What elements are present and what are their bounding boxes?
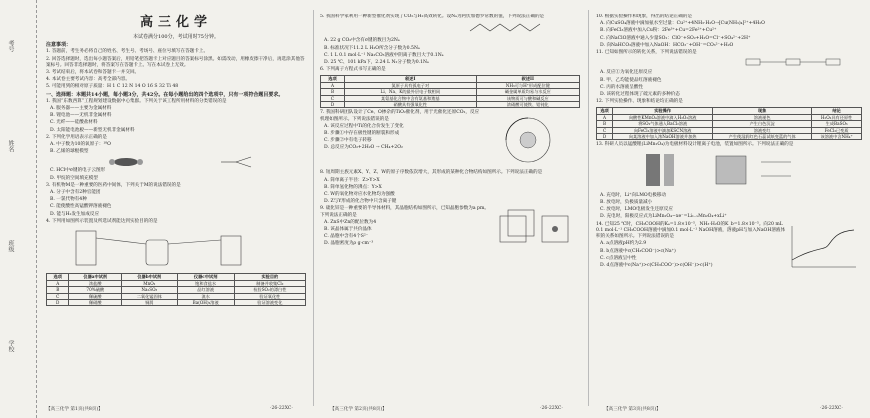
option: D. d点溶液中c(Na⁺)>c(CH₃COO⁻)>c(OH⁻)>c(H⁺) [600, 262, 713, 268]
option: B. 向FeCl₃溶液中加入Cu粉：2Fe³⁺+Cu=2Fe²⁺+Cu²⁺ [600, 28, 717, 34]
page-code-2: ·26-22XC· [540, 406, 563, 411]
titration-curve-figure [786, 222, 860, 272]
apparatus-figure [46, 226, 296, 268]
option: D. 能与H₂发生加成反应 [50, 211, 100, 217]
page-code-3: ·26-22XC· [820, 406, 843, 411]
option: D. 25 ℃、101 kPa下，2.24 L N₂分子数为0.1Nₐ [324, 60, 429, 66]
page-footer-1: 【高三化学 第1页(共8页)】 [46, 407, 103, 412]
table-row: D 向某溶液中加入浓NaOH溶液并加热 产生使湿润红色石蕊试纸变蓝的气体 该溶液中含NH₄⁺ [597, 134, 862, 140]
binding-field-school: 学校 [7, 340, 14, 352]
table-row: A 氮原子具有孤电子对 NH₃可与H⁺形成配位键 [321, 82, 580, 88]
table-row: B 将SO₂气体通入BaCl₂溶液 产生白色沉淀 生成BaSO₃ [597, 121, 862, 127]
page-footer-3: 【高三化学 第3页(共8页)】 [604, 407, 661, 412]
notice-item: 1. 答题前，考生务必将自己的姓名、考生号、考场号、座位号填写在答题卡上。 [46, 49, 209, 55]
page-column-1 [46, 14, 306, 404]
notice-item: 2. 回答选择题时，选出每小题答案后，用铅笔把答题卡上对应题目的答案标号涂黑。如需改动，用橡皮擦干净后，再选涂其他答案标号。回答非选择题时，将答案写在答题卡上。写在本试卷上无效。 [46, 56, 305, 68]
question-1: 1. 我国“东数西算”工程规划建设数据中心集群。下列关于该工程所用材料的分类错误的是 [46, 98, 227, 104]
option: A. ZnS中Zn的配位数为4 [324, 219, 377, 225]
table-row: B 70%硫酸 Na₂SO₃ 品红溶液 检验SO₂的漂白性 [47, 287, 306, 293]
table-row: A 浓盐酸 MnO₂ 饱和食盐水 制备并收集Cl₂ [47, 280, 306, 286]
q4-table [46, 273, 306, 306]
binding-strip [0, 0, 37, 418]
page-footer-2: 【高三化学 第2页(共8页)】 [330, 407, 387, 412]
binding-field-id: 考号 [7, 40, 14, 52]
question-14: 14. 已知25 ℃时，CH₃COOH的Kₐ=1.8×10⁻⁵，NH₃·H₂O的K_b=1.8×10⁻⁵。向20 mL 0.1 mol·L⁻¹ CH₃COOH溶液中滴加0.1 mol·L⁻¹ NaOH溶液，溶液pH与加入NaOH溶液体积的关系如图所示。下列说法错误的是 [596, 221, 786, 240]
question-11: 11. 已知如图所示的转化关系，下列说法错误的是 [596, 50, 697, 56]
option: C. 1 L 0.1 mol·L⁻¹ Na₂CO₃溶液中阴离子数目大于0.1Nₐ [324, 52, 444, 58]
page-column-3 [596, 14, 862, 404]
table-row: D 硝酸具有强氧化性 浓硝酸可使铁、铝钝化 [321, 102, 580, 108]
option: A. 中子数为10的氧原子：¹⁸O [50, 142, 111, 148]
molecule-models-figure [46, 156, 296, 168]
option: B. 一氯代物有4种 [50, 197, 87, 203]
column-divider [588, 10, 589, 406]
q14-block [596, 222, 862, 272]
option: A. 反应①为氧化还原反应 [600, 70, 653, 76]
table-row: C 某氨基化合物中含有氨基和羧基 该物质可与酸和碱反应 [321, 95, 580, 101]
binding-field-class: 班级 [7, 240, 14, 252]
page-code-1: ·26-22XC· [270, 406, 293, 411]
option: C. 向NaClO溶液中通入少量SO₂：ClO⁻+SO₂+H₂O=Cl⁻+SO₄²⁻+2H⁺ [600, 35, 751, 41]
question-8: 8. 短周期主族元素X、Y、Z、W的原子序数依次增大，其形成的某种化合物结构如图所示。下列说法正确的是 [320, 170, 543, 176]
question-7: 7. 我国科研团队设计了Ce、O掺杂的TiO₂催化剂，用于光催化还原CO₂，反应机理如图所示。下列说法错误的是 [320, 110, 480, 122]
option: B. 乙烯的球棍模型 [50, 149, 89, 155]
table-header: 选项 [321, 76, 345, 82]
binding-field-name: 姓名 [7, 140, 14, 152]
option: B. 步骤①中存在极性键的断裂和形成 [324, 131, 400, 137]
option: C. HCl中σ键的电子云图形 [50, 168, 106, 174]
option: D. 该转化过程体现了硫元素的多种价态 [600, 92, 680, 98]
option: A. 服务器——主要为金属材料 [50, 106, 112, 112]
table-row: A 向酸性KMnO₄溶液中滴入H₂O₂溶液 溶液褪色 H₂O₂具有还原性 [597, 114, 862, 120]
option: A. 简单离子半径：Z>Y>X [324, 177, 380, 183]
question-3: 3. 有机物M是一种重要的医药中间体，下列关于M的说法错误的是 [46, 182, 181, 188]
option: B. 锂电池——无机非金属材料 [50, 113, 112, 119]
option: D. 甲烷的空间填充模型 [50, 175, 98, 181]
table-row: C 向FeCl₂溶液中滴加KSCN溶液 溶液变红 FeCl₂已变质 [597, 127, 862, 133]
option: B. 该晶体属于共价晶体 [324, 227, 372, 233]
battery-structure-figure [596, 150, 856, 190]
table-header: 仪器b中试剂 [122, 274, 178, 280]
option: B. 标准状况下11.2 L H₂O所含分子数为0.5Nₐ [324, 45, 420, 51]
option: D. 充电时，阳极反应式为LiMn₂O₄−xe⁻=Li₁₋ₓMn₂O₄+xLi⁺ [600, 214, 727, 220]
option: C. 晶胞中含有4个S²⁻ [324, 234, 369, 240]
question-2: 2. 下列化学用语表示正确的是 [46, 134, 107, 140]
table-header: 仪器c中试剂 [177, 274, 234, 280]
table-header: 叙述II [476, 76, 579, 82]
conversion-flow-figure [596, 57, 856, 67]
option: B. b点溶液中c(CH₃COO⁻)>c(Na⁺) [600, 248, 676, 254]
option: D. Z与Y形成的化合物中只含离子键 [324, 199, 397, 205]
option: D. 向NaHCO₃溶液中加入NaOH：HCO₃⁻+OH⁻=CO₃²⁻+H₂O [600, 42, 734, 48]
option: A. 向CuSO₄溶液中滴加氨水至过量：Cu²⁺+4NH₃·H₂O→[Cu(NH₃)₄]²⁺+4H₂O [600, 21, 765, 27]
option: C. 能使酸性高锰酸钾溶液褪色 [50, 204, 112, 210]
option: C. 放电时，LMO电极发生还原反应 [600, 207, 673, 213]
table-header: 结论 [812, 108, 862, 114]
column-divider [313, 10, 314, 406]
table-header: 仪器a中试剂 [69, 274, 122, 280]
option: D. 太阳能电池板——新型无机非金属材料 [50, 127, 135, 133]
question-6: 6. 下列离子方程式书写正确的是 [320, 67, 386, 73]
notice-heading: 注意事项： [46, 42, 72, 49]
option: B. 甲、乙均能使品红溶液褪色 [600, 77, 662, 83]
table-header: 选项 [47, 274, 69, 280]
option: A. 22 g CO₂中含有σ键的数目为2Nₐ [324, 38, 400, 44]
option: A. 分子中含有2种官能团 [50, 190, 101, 196]
table-row: C 稀硫酸 二氧化锰固体 溴水 验证氧化性 [47, 293, 306, 299]
question-9: 9. 硫化锌是一种重要的半导体材料，其晶胞结构如图所示，已知晶胞参数为a pm。下列说法正确的是 [320, 206, 489, 218]
exam-subtitle: 本试卷满分100分，考试用时75分钟。 [133, 34, 219, 40]
option: B. 简单氢化物的沸点：Y>X [324, 184, 382, 190]
table-header: 叙述I [344, 76, 476, 82]
option: A. 该反应过程中Ti的化合价发生了变化 [324, 123, 404, 129]
q9-block [320, 206, 580, 254]
page-column-2 [320, 14, 580, 404]
table-row: D 稀硝酸 铜屑 Ba(OH)₂溶液 验证溶液变化 [47, 299, 306, 305]
chain-structure-figure [320, 21, 570, 35]
molecule-figure-row [46, 156, 306, 168]
q7-block [320, 110, 580, 170]
option: C. 步骤②中有电子转移 [324, 138, 372, 144]
question-10: 10. 根据实验操作和现象，得出的结论正确的是 [596, 14, 693, 19]
table-header: 现象 [713, 108, 812, 114]
option: C. 光纤——硅酸盐材料 [50, 120, 98, 126]
exam-title: 高三化学 [139, 15, 212, 30]
q6-table [320, 75, 580, 108]
crystal-cell-figure [490, 206, 575, 254]
notice-item: 3. 考试结束后，将本试卷和答题卡一并交回。 [46, 70, 140, 76]
question-13: 13. 科研人员以锰酸锂(LiMn₂O₄)为电极材料设计锂离子电池，装置如图所示。下列说法正确的是 [596, 142, 794, 148]
option: D. 晶胞密度为ρ g·cm⁻³ [324, 241, 374, 247]
option: A. 充电时，Li⁺向LMO电极移动 [600, 192, 667, 198]
q12-table [596, 107, 862, 140]
table-header: 选项 [597, 108, 613, 114]
table-row: B Li、Na、K的最外层电子数相同 碱金属单质均易与水反应 [321, 89, 580, 95]
question-5: 5. 我国科学家利用一种新型催化剂实现了CO₂与H₂高效转化。设Nₐ为阿伏加德罗常数的值，下列说法正确的是 [320, 14, 545, 19]
reaction-mechanism-figure [480, 110, 575, 170]
option: B. 放电时，负极质量减小 [600, 200, 653, 206]
option: D. 总反应为CO₂+2H₂O → CH₄+2O₂ [324, 145, 403, 151]
option: C. c点溶液呈中性 [600, 255, 637, 261]
section-heading: 一、选择题：本题共14小题，每小题3分，共42分。在每小题给出的四个选项中，只有一项符合题目要求。 [46, 91, 284, 98]
option: A. a点溶液pH约为2.9 [600, 241, 647, 247]
option: C. 丙的水溶液呈酸性 [600, 84, 644, 90]
table-header: 实验操作 [613, 108, 713, 114]
notice-item: 5. 可能用到的相对原子质量：H 1 C 12 N 14 O 16 S 32 Ti 48 [46, 84, 179, 90]
table-header: 实验目的 [234, 274, 305, 280]
question-12: 12. 下列实验操作、现象和结论均正确的是 [596, 99, 683, 105]
option: C. W的氧化物对应水化物均为强酸 [324, 192, 395, 198]
question-4: 4. 下列用如图所示装置及所选试剂能达到实验目的的是 [46, 218, 158, 224]
notice-item: 4. 本试卷主要考试内容：高考全部内容。 [46, 77, 130, 83]
